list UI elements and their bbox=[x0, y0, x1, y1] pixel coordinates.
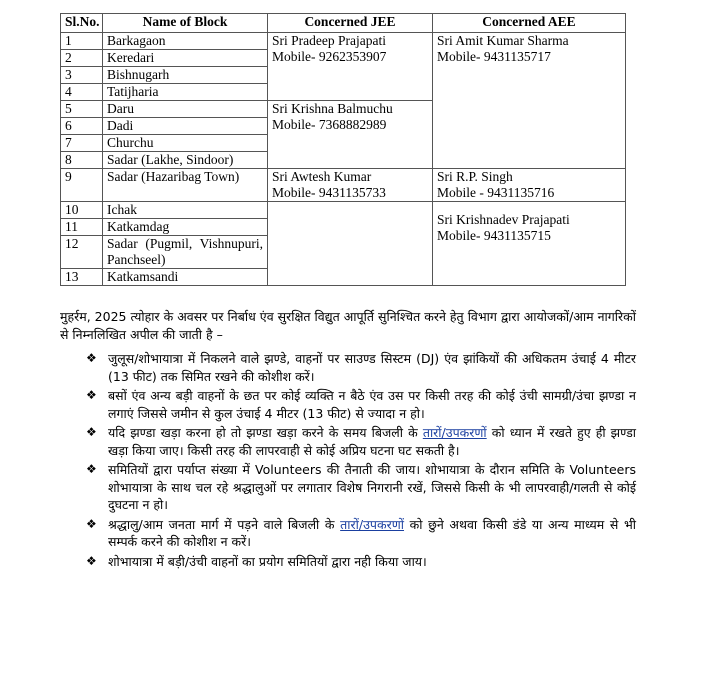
wires-equipment-link[interactable]: तारों/उपकरणों bbox=[422, 425, 487, 440]
jee-mobile: Mobile- 7368882989 bbox=[272, 117, 387, 132]
jee-cell-3 bbox=[268, 169, 433, 202]
appeal-text: बसों एंव अन्य बड़ी वाहनों के छत पर कोई व्यक्ति न बैठे एंव उस पर किसी तरह की कोई उंची सामग्री/उंचा झण्डा न लगाएं जिससे जमीन से कुल उंचाई 4 मीटर (13 फीट) से ज्यादा न हो। bbox=[108, 388, 636, 421]
list-item bbox=[86, 424, 636, 459]
table-header-row bbox=[61, 14, 626, 33]
block-cell: Bishnugarh bbox=[103, 67, 268, 84]
table-row bbox=[61, 202, 626, 219]
jee-cell-1 bbox=[268, 33, 433, 101]
aee-mobile: Mobile - 9431135716 bbox=[437, 185, 555, 200]
aee-mobile: Mobile- 9431135715 bbox=[437, 228, 551, 243]
sl-no-cell: 1 bbox=[61, 33, 103, 50]
appeal-text: को ध्यान में रखते हुए ही झण्डा खड़ा किया जाए। किसी तरह की लापरवाही से कोई अप्रिय घटना घट सकती है। bbox=[108, 425, 636, 458]
sl-no-cell: 2 bbox=[61, 50, 103, 67]
table-row bbox=[61, 33, 626, 50]
sl-no-cell: 7 bbox=[61, 135, 103, 152]
sl-no-cell: 6 bbox=[61, 118, 103, 135]
jee-name: Sri Awtesh Kumar bbox=[272, 169, 372, 184]
list-item bbox=[86, 350, 636, 385]
jee-cell-2 bbox=[268, 101, 433, 169]
sl-no-cell: 10 bbox=[61, 202, 103, 219]
block-cell: Ichak bbox=[103, 202, 268, 219]
sl-no-cell: 8 bbox=[61, 152, 103, 169]
sl-no-cell: 13 bbox=[61, 269, 103, 286]
diamond-bullet-icon: ❖ bbox=[86, 351, 97, 365]
diamond-bullet-icon: ❖ bbox=[86, 388, 97, 402]
aee-name: Sri Krishnadev Prajapati bbox=[437, 212, 570, 227]
list-item bbox=[86, 553, 636, 571]
jee-cell-empty bbox=[268, 202, 433, 286]
block-cell: Daru bbox=[103, 101, 268, 118]
block-cell: Churchu bbox=[103, 135, 268, 152]
block-cell: Dadi bbox=[103, 118, 268, 135]
jee-name: Sri Pradeep Prajapati bbox=[272, 33, 386, 48]
jee-mobile: Mobile- 9431135733 bbox=[272, 185, 386, 200]
aee-name: Sri R.P. Singh bbox=[437, 169, 513, 184]
list-item bbox=[86, 461, 636, 514]
block-cell: Barkagaon bbox=[103, 33, 268, 50]
sl-no-cell: 11 bbox=[61, 219, 103, 236]
sl-no-cell: 4 bbox=[61, 84, 103, 101]
appeal-text: को छुने अथवा किसी डंडे या अन्य माध्यम से भी सम्पर्क करने की कोशीश न करें। bbox=[108, 516, 636, 549]
block-officer-table bbox=[60, 13, 626, 286]
block-cell: Keredari bbox=[103, 50, 268, 67]
table-row bbox=[61, 169, 626, 202]
block-cell: Katkamsandi bbox=[103, 269, 268, 286]
sl-no-cell: 12 bbox=[61, 236, 103, 269]
sl-no-cell: 5 bbox=[61, 101, 103, 118]
jee-name: Sri Krishna Balmuchu bbox=[272, 101, 393, 116]
list-item bbox=[86, 516, 636, 551]
diamond-bullet-icon: ❖ bbox=[86, 516, 97, 531]
appeal-text: यदि झण्डा खड़ा करना हो तो झण्डा खड़ा करने के समय बिजली के bbox=[108, 425, 423, 440]
appeal-intro: मुहर्रम, 2025 त्योहार के अवसर पर निर्बाध एंव सुरक्षित विद्युत आपूर्ति सुनिश्चित करने हेतु विभाग द्वारा आयोजकों/आम नागरिकों से निम्नलिखित अपील की जाती है – bbox=[60, 308, 636, 342]
aee-cell-1 bbox=[433, 33, 626, 169]
block-cell: Sadar (Hazaribag Town) bbox=[103, 169, 268, 202]
aee-cell-3 bbox=[433, 202, 626, 286]
aee-cell-2 bbox=[433, 169, 626, 202]
aee-mobile: Mobile- 9431135717 bbox=[437, 49, 551, 64]
block-cell: Sadar (Pugmil, Vishnupuri, Panchseel) bbox=[103, 236, 268, 269]
aee-name: Sri Amit Kumar Sharma bbox=[437, 33, 569, 48]
header-jee: Concerned JEE bbox=[268, 14, 433, 33]
header-block: Name of Block bbox=[103, 14, 268, 33]
diamond-bullet-icon: ❖ bbox=[86, 425, 97, 439]
header-sl-no: Sl.No. bbox=[61, 14, 103, 33]
diamond-bullet-icon: ❖ bbox=[86, 462, 97, 476]
jee-mobile: Mobile- 9262353907 bbox=[272, 49, 387, 64]
sl-no-cell: 3 bbox=[61, 67, 103, 84]
appeal-text: जुलूस/शोभायात्रा में निकलने वाले झण्डे, वाहनों पर साउण्ड सिस्टम (DJ) एंव झांकियों की अधिकतम उंचाई 4 मीटर (13 फीट) तक सिमित रखने की कोशीश करें। bbox=[108, 351, 636, 384]
appeal-text: श्रद्धालु/आम जनता मार्ग में पड़ने वाले बिजली के bbox=[108, 516, 341, 532]
block-cell: Sadar (Lakhe, Sindoor) bbox=[103, 152, 268, 169]
list-item bbox=[86, 387, 636, 422]
block-cell: Tatijharia bbox=[103, 84, 268, 101]
appeal-text: समितियों द्वारा पर्याप्त संख्या में Volunteers की तैनाती की जाय। शोभायात्रा के दौरान समिति के Volunteers शोभायात्रा के साथ चल रहे श्रद्धालुओं पर लगातार विशेष निगरानी रखें, जिससे किसी के भी लापरवाही/गलती से कोई दुघटना न हो। bbox=[108, 462, 636, 512]
block-cell: Katkamdag bbox=[103, 219, 268, 236]
diamond-bullet-icon: ❖ bbox=[86, 553, 97, 568]
header-aee: Concerned AEE bbox=[433, 14, 626, 33]
wires-equipment-link[interactable]: तारों/उपकरणों bbox=[340, 516, 405, 532]
sl-no-cell: 9 bbox=[61, 169, 103, 202]
appeal-list bbox=[86, 350, 636, 572]
appeal-text: शोभायात्रा में बड़ी/उंची वाहनों का प्रयोग समितियों द्वारा नही किया जाय। bbox=[108, 553, 427, 569]
